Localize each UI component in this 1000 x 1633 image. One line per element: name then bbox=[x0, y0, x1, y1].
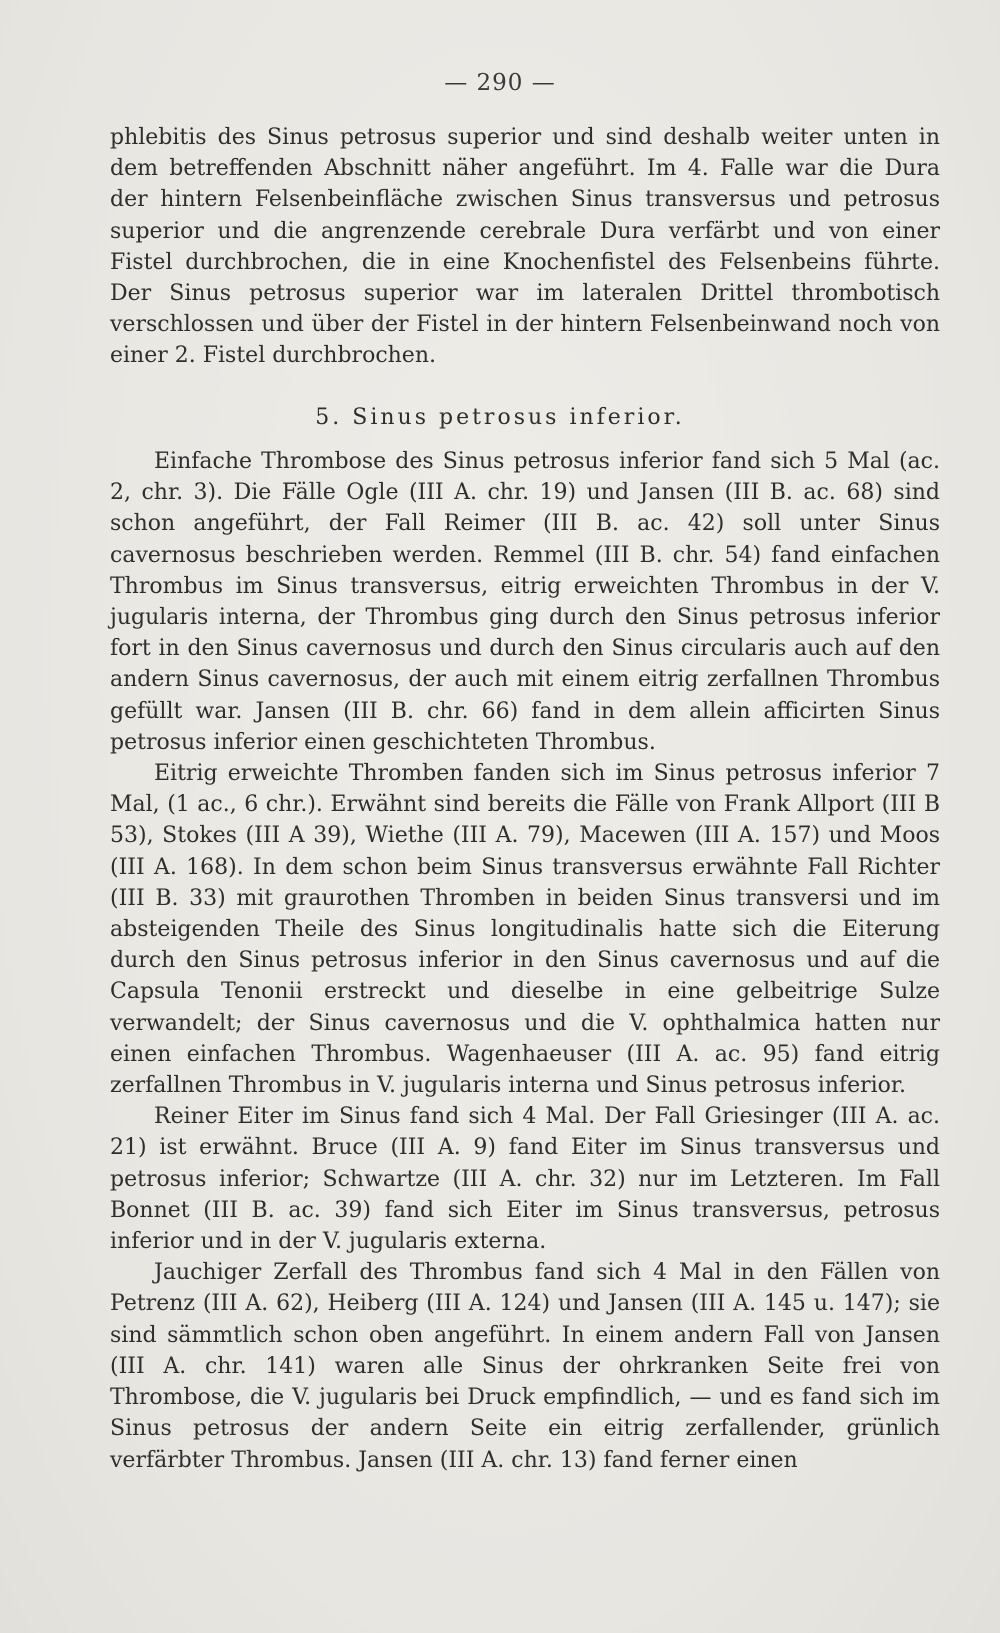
continued-paragraph-block bbox=[110, 122, 940, 372]
page-number: — 290 — bbox=[444, 70, 556, 96]
paragraph-jauchiger-zerfall: Jauchiger Zerfall des Thrombus fand sich 4 Mal in den Fällen von Petrenz (III A. 62), Heiberg (III A. 124) und Jansen (III A. 145 u. 147); sie sind sämmtlich schon oben angeführt. In einem andern Fall von Jansen (III A. chr. 141) waren alle Sinus der ohrkranken Seite frei von Thrombose, die V. jugularis bei Druck empfindlich, — und es fand sich im Sinus petrosus der andern Seite ein eitrig zerfallender, grünlich verfärbter Thrombus. Jansen (III A. chr. 13) fand ferner einen bbox=[110, 1260, 940, 1473]
section-heading: 5. Sinus petrosus inferior. bbox=[315, 405, 685, 430]
paragraph-einfache-thrombose: Einfache Thrombose des Sinus petrosus inferior fand sich 5 Mal (ac. 2, chr. 3). Die Fälle Ogle (III A. chr. 19) und Jansen (III B. ac. 68) sind schon angeführt, der Fall Reimer (III B. ac. 42) soll unter Sinus cavernosus beschrieben werden. Remmel (III B. chr. 54) fand einfachen Thrombus im Sinus transversus, eitrig erweichten Thrombus in der V. jugularis interna, der Thrombus ging durch den Sinus petrosus inferior fort in den Sinus cavernosus und durch den Sinus circularis auch auf den andern Sinus cavernosus, der auch mit einem eitrig zerfallnen Thrombus gefüllt war. Jansen (III B. chr. 66) fand in dem allein afficirten Sinus petrosus inferior einen geschichteten Thrombus. bbox=[110, 449, 940, 755]
paragraph-continued: phlebitis des Sinus petrosus superior und sind deshalb weiter unten in dem betreffenden Abschnitt näher angeführt. Im 4. Falle war die Dura der hintern Felsenbeinfläche zwischen Sinus transversus und petrosus superior und die angrenzende cerebrale Dura verfärbt und von einer Fistel durchbrochen, die in eine Knochenfistel des Felsenbeins führte. Der Sinus petrosus superior war im lateralen Drittel thrombotisch verschlossen und über der Fistel in der hintern Felsenbeinwand noch von einer 2. Fistel durchbrochen. bbox=[110, 125, 940, 369]
section-body bbox=[110, 446, 940, 1476]
paragraph-eitrig-erweichte-thromben: Eitrig erweichte Thromben fanden sich im Sinus petrosus inferior 7 Mal, (1 ac., 6 chr.). Erwähnt sind bereits die Fälle von Frank Allport (III B 53), Stokes (III A 39), Wiethe (III A. 79), Macewen (III A. 157) und Moos (III A. 168). In dem schon beim Sinus transversus erwähnte Fall Richter (III B. 33) mit graurothen Thromben in beiden Sinus transversi und im absteigenden Theile des Sinus longitudinalis hatte sich die Eiterung durch den Sinus petrosus inferior in den Sinus cavernosus und auf die Capsula Tenonii erstreckt und dieselbe in eine gelbeitrige Sulze verwandelt; der Sinus cavernosus und die V. ophthalmica hatten nur einen einfachen Thrombus. Wagenhaeuser (III A. ac. 95) fand eitrig zerfallnen Thrombus in V. jugularis interna und Sinus petrosus inferior. bbox=[110, 761, 940, 1099]
paragraph-reiner-eiter: Reiner Eiter im Sinus fand sich 4 Mal. Der Fall Griesinger (III A. ac. 21) ist erwähnt. Bruce (III A. 9) fand Eiter im Sinus transversus und petrosus inferior; Schwartze (III A. chr. 32) nur im Letzteren. Im Fall Bonnet (III B. ac. 39) fand sich Eiter im Sinus transversus, petrosus inferior und in der V. jugularis externa. bbox=[110, 1104, 940, 1255]
